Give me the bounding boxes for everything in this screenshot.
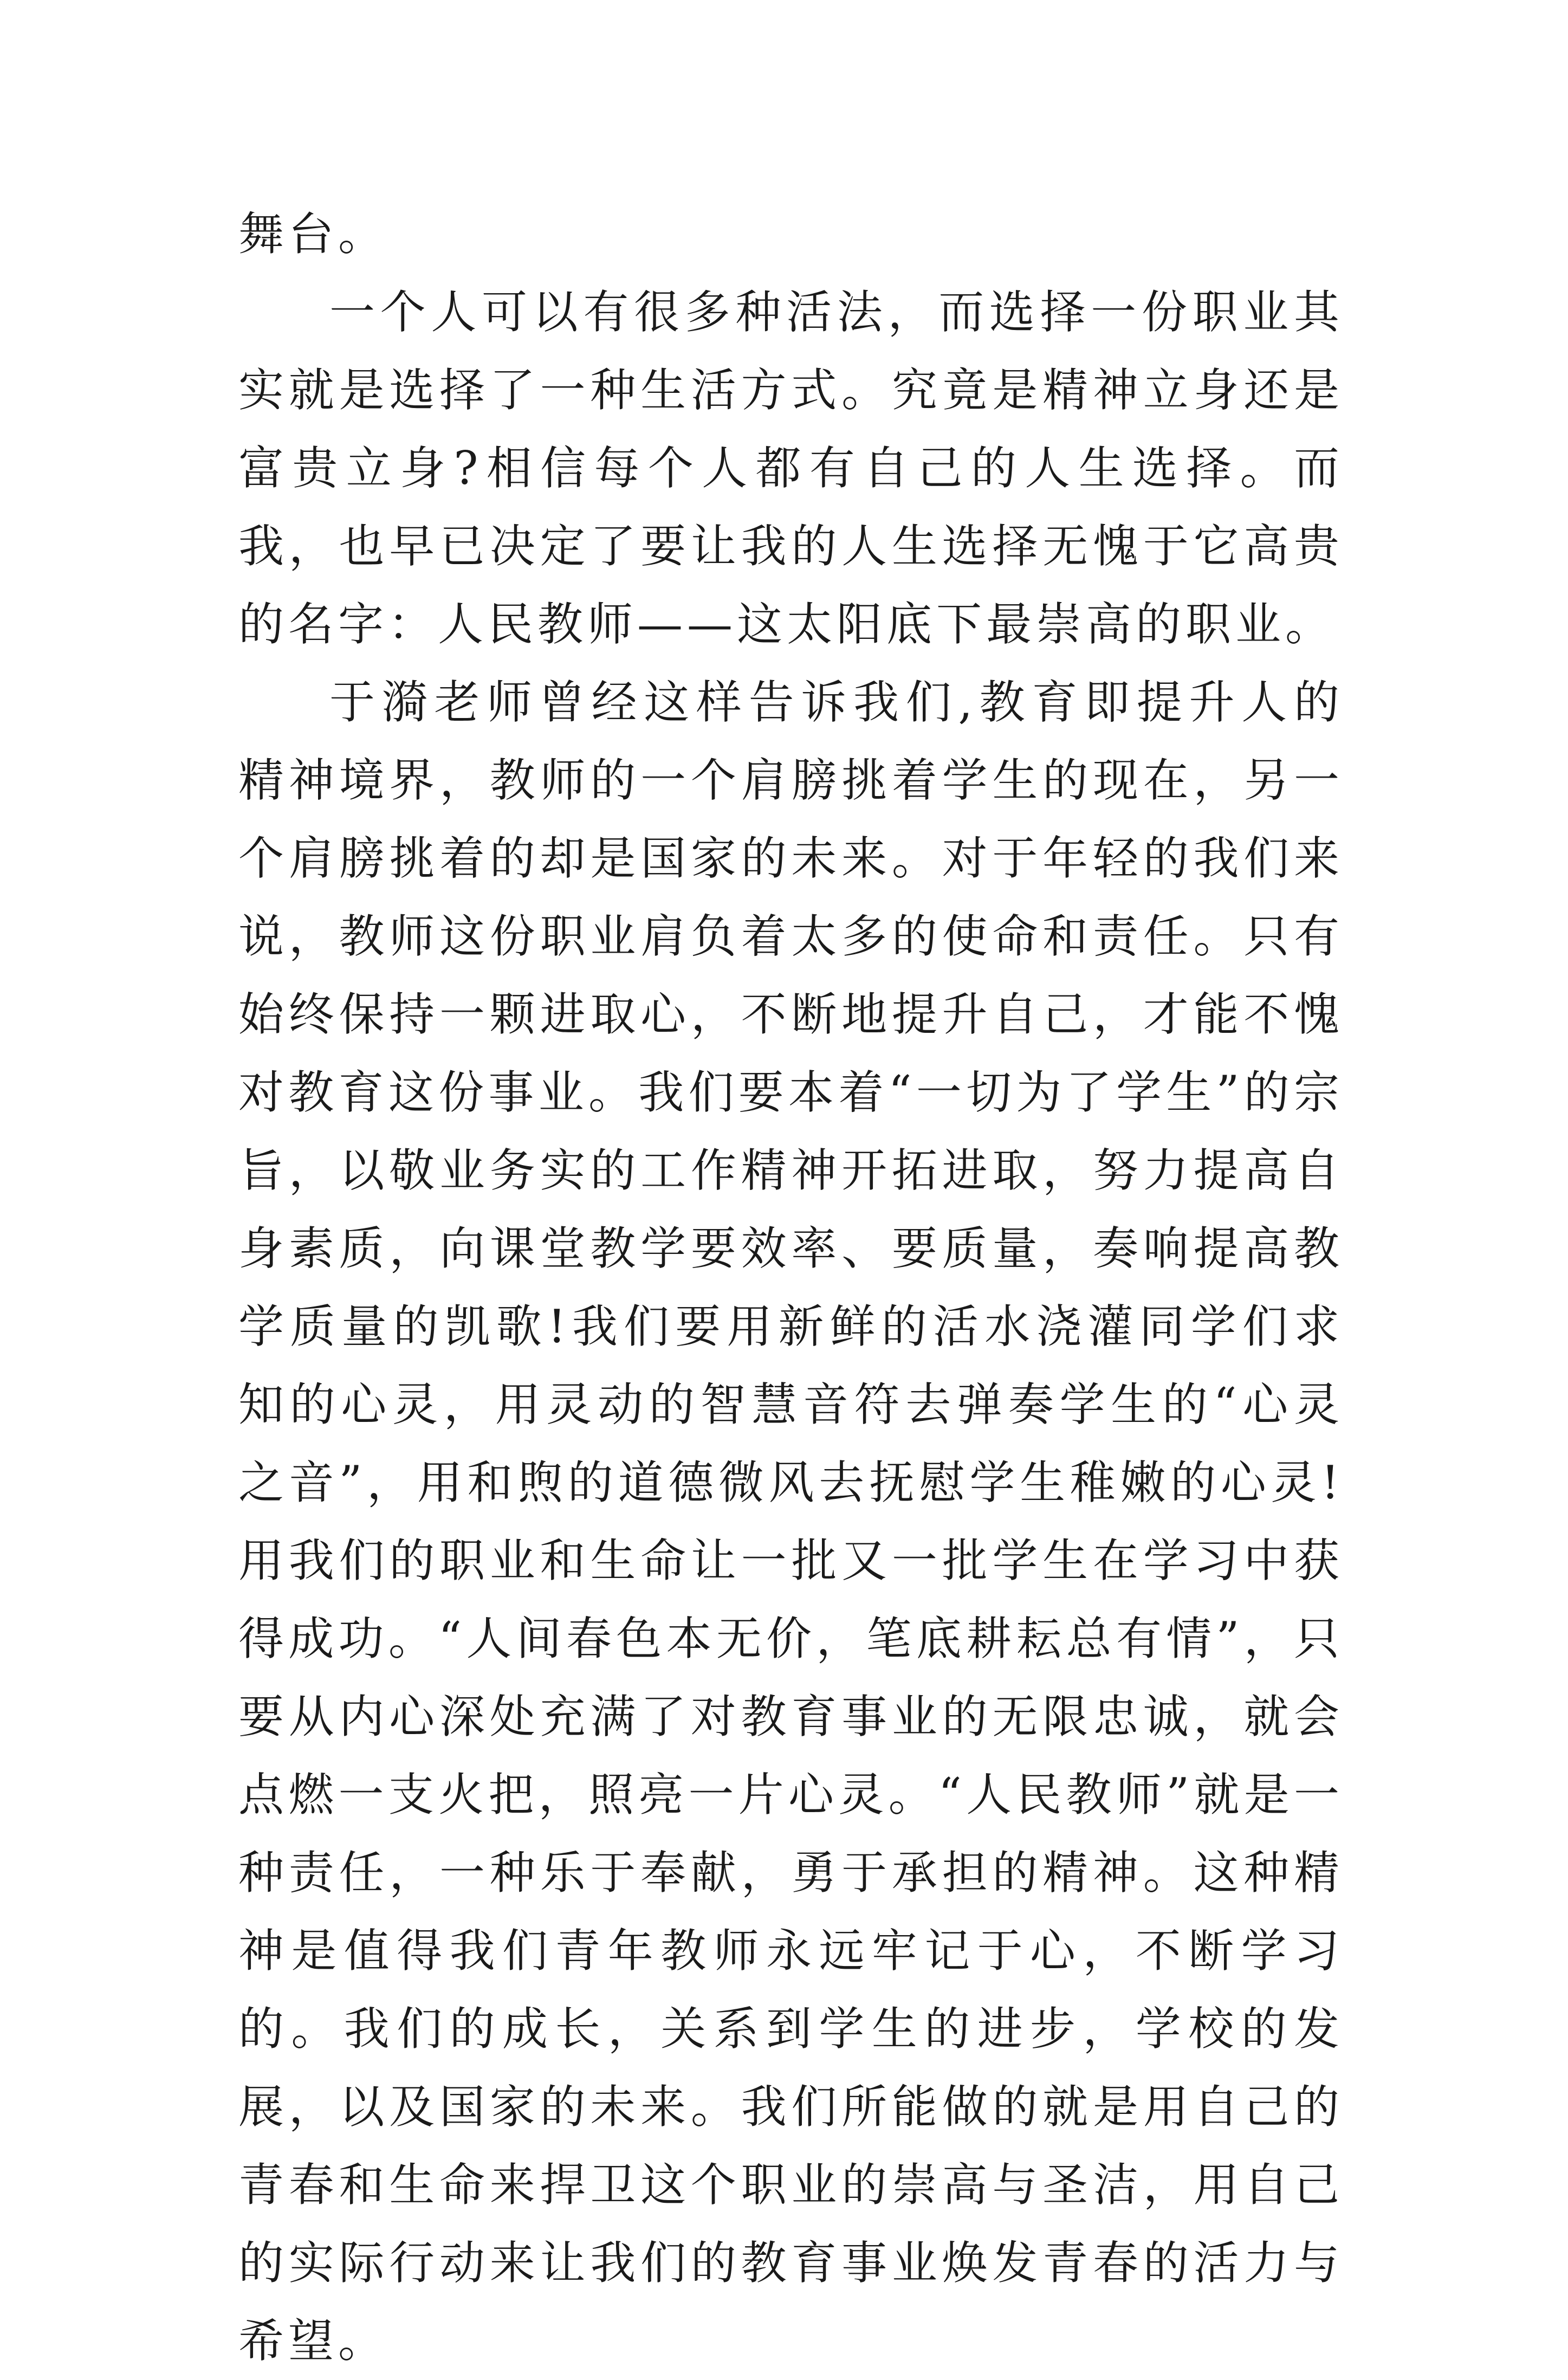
body-text bbox=[238, 195, 1344, 2380]
paragraph-career-choice: 一个人可以有很多种活法，而选择一份职业其实就是选择了一种生活方式。究竟是精神立身还是富贵立身?相信每个人都有自己的人生选择。而我，也早已决定了要让我的人生选择无愧于它高贵的名字：人民教师——这太阳底下最崇高的职业。 bbox=[238, 286, 1344, 651]
paragraph-teacher-mission: 于漪老师曾经这样告诉我们,教育即提升人的精神境界，教师的一个肩膀挑着学生的现在，另一个肩膀挑着的却是国家的未来。对于年轻的我们来说，教师这份职业肩负着太多的使命和责任。只有始终保持一颗进取心，不断地提升自己，才能不愧对教育这份事业。我们要本着“一切为了学生”的宗旨，以敬业务实的工作精神开拓进取，努力提高自身素质，向课堂教学要效率、要质量，奏响提高教学质量的凯歌!我们要用新鲜的活水浇灌同学们求知的心灵，用灵动的智慧音符去弹奏学生的“心灵之音”，用和煦的道德微风去抚慰学生稚嫩的心灵!用我们的职业和生命让一批又一批学生在学习中获得成功。“人间春色本无价，笔底耕耘总有情”，只要从内心深处充满了对教育事业的无限忠诚，就会点燃一支火把，照亮一片心灵。“人民教师”就是一种责任，一种乐于奉献，勇于承担的精神。这种精神是值得我们青年教师永远牢记于心，不断学习的。我们的成长，关系到学生的进步，学校的发展，以及国家的未来。我们所能做的就是用自己的青春和生命来捍卫这个职业的崇高与圣洁，用自己的实际行动来让我们的教育事业焕发青春的活力与希望。 bbox=[238, 676, 1344, 2368]
paragraph-continuation: 舞台。 bbox=[238, 208, 388, 261]
